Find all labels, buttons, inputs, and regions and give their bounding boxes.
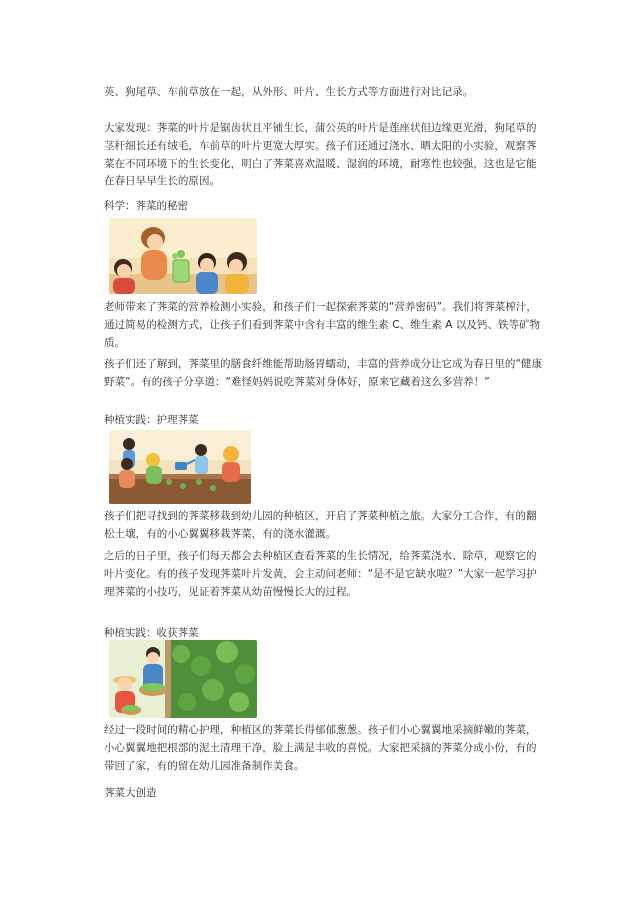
section-heading-planting-care: 种植实践：护理荠菜 <box>104 414 199 426</box>
paragraph-comparison-intro: 英、狗尾草、车前草放在一起，从外形、叶片、生长方式等方面进行对比记录。 <box>104 86 474 98</box>
paragraph-harvest: 经过一段时间的精心护理，种植区的荠菜长得郁郁葱葱。孩子们小心翼翼地采摘鲜嫩的荠菜，小心翼翼地把根部的泥土清理干净，脸上满是丰收的喜悦。大家把采摘的荠菜分成小份，有的带回了家，有的留在幼儿园准备制作美食。 <box>104 724 537 772</box>
paragraph-healthy-vegetable: 孩子们还了解到，荠菜里的膳食纤维能帮助肠胃蠕动，丰富的营养成分让它成为春日里的“健康野菜”。有的孩子分享道：“难怪妈妈说吃荠菜对身体好，原来它藏着这么多营养！” <box>104 358 543 388</box>
section-heading-planting-harvest: 种植实践：收获荠菜 <box>104 627 199 639</box>
children-watering-garden-illustration <box>109 430 251 504</box>
paragraph-nutrition-experiment: 老师带来了荠菜的营养检测小实验，和孩子们一起探索荠菜的“营养密码”。我们将荠菜榨汁，通过简易的检测方式，让孩子们看到荠菜中含有丰富的维生素 C、维生素 A 以及钙、铁等矿物质。 <box>104 301 541 349</box>
children-harvesting-greens-illustration <box>109 640 257 718</box>
section-heading-science: 科学：荠菜的秘密 <box>104 200 188 212</box>
section-heading-creation: 荠菜大创造 <box>104 787 157 799</box>
paragraph-discovery: 大家发现：荠菜的叶片是锯齿状且平铺生长，蒲公英的叶片是莲座状但边缘更光滑，狗尾草的茎秆细长还有绒毛，车前草的叶片更宽大厚实。孩子们还通过浇水、晒太阳的小实验，观察荠菜在不同环境下的生长变化，明白了荠菜喜欢温暖、湿润的环境，耐寒性也较强，这也是它能在春日早早生长的原因。 <box>104 122 537 188</box>
paragraph-daily-care: 之后的日子里，孩子们每天都会去种植区查看荠菜的生长情况，给荠菜浇水、除草，观察它的叶片变化。有的孩子发现荠菜叶片发黄，会主动问老师：“是不是它缺水啦？”大家一起学习护理荠菜的小技巧，见证着荠菜从幼苗慢慢长大的过程。 <box>104 550 537 598</box>
paragraph-transplanting: 孩子们把寻找到的荠菜移栽到幼儿园的种植区，开启了荠菜种植之旅。大家分工合作，有的翻松土壤，有的小心翼翼移栽荠菜，有的浇水灌溉。 <box>104 510 537 540</box>
teacher-children-experiment-illustration <box>109 218 257 294</box>
